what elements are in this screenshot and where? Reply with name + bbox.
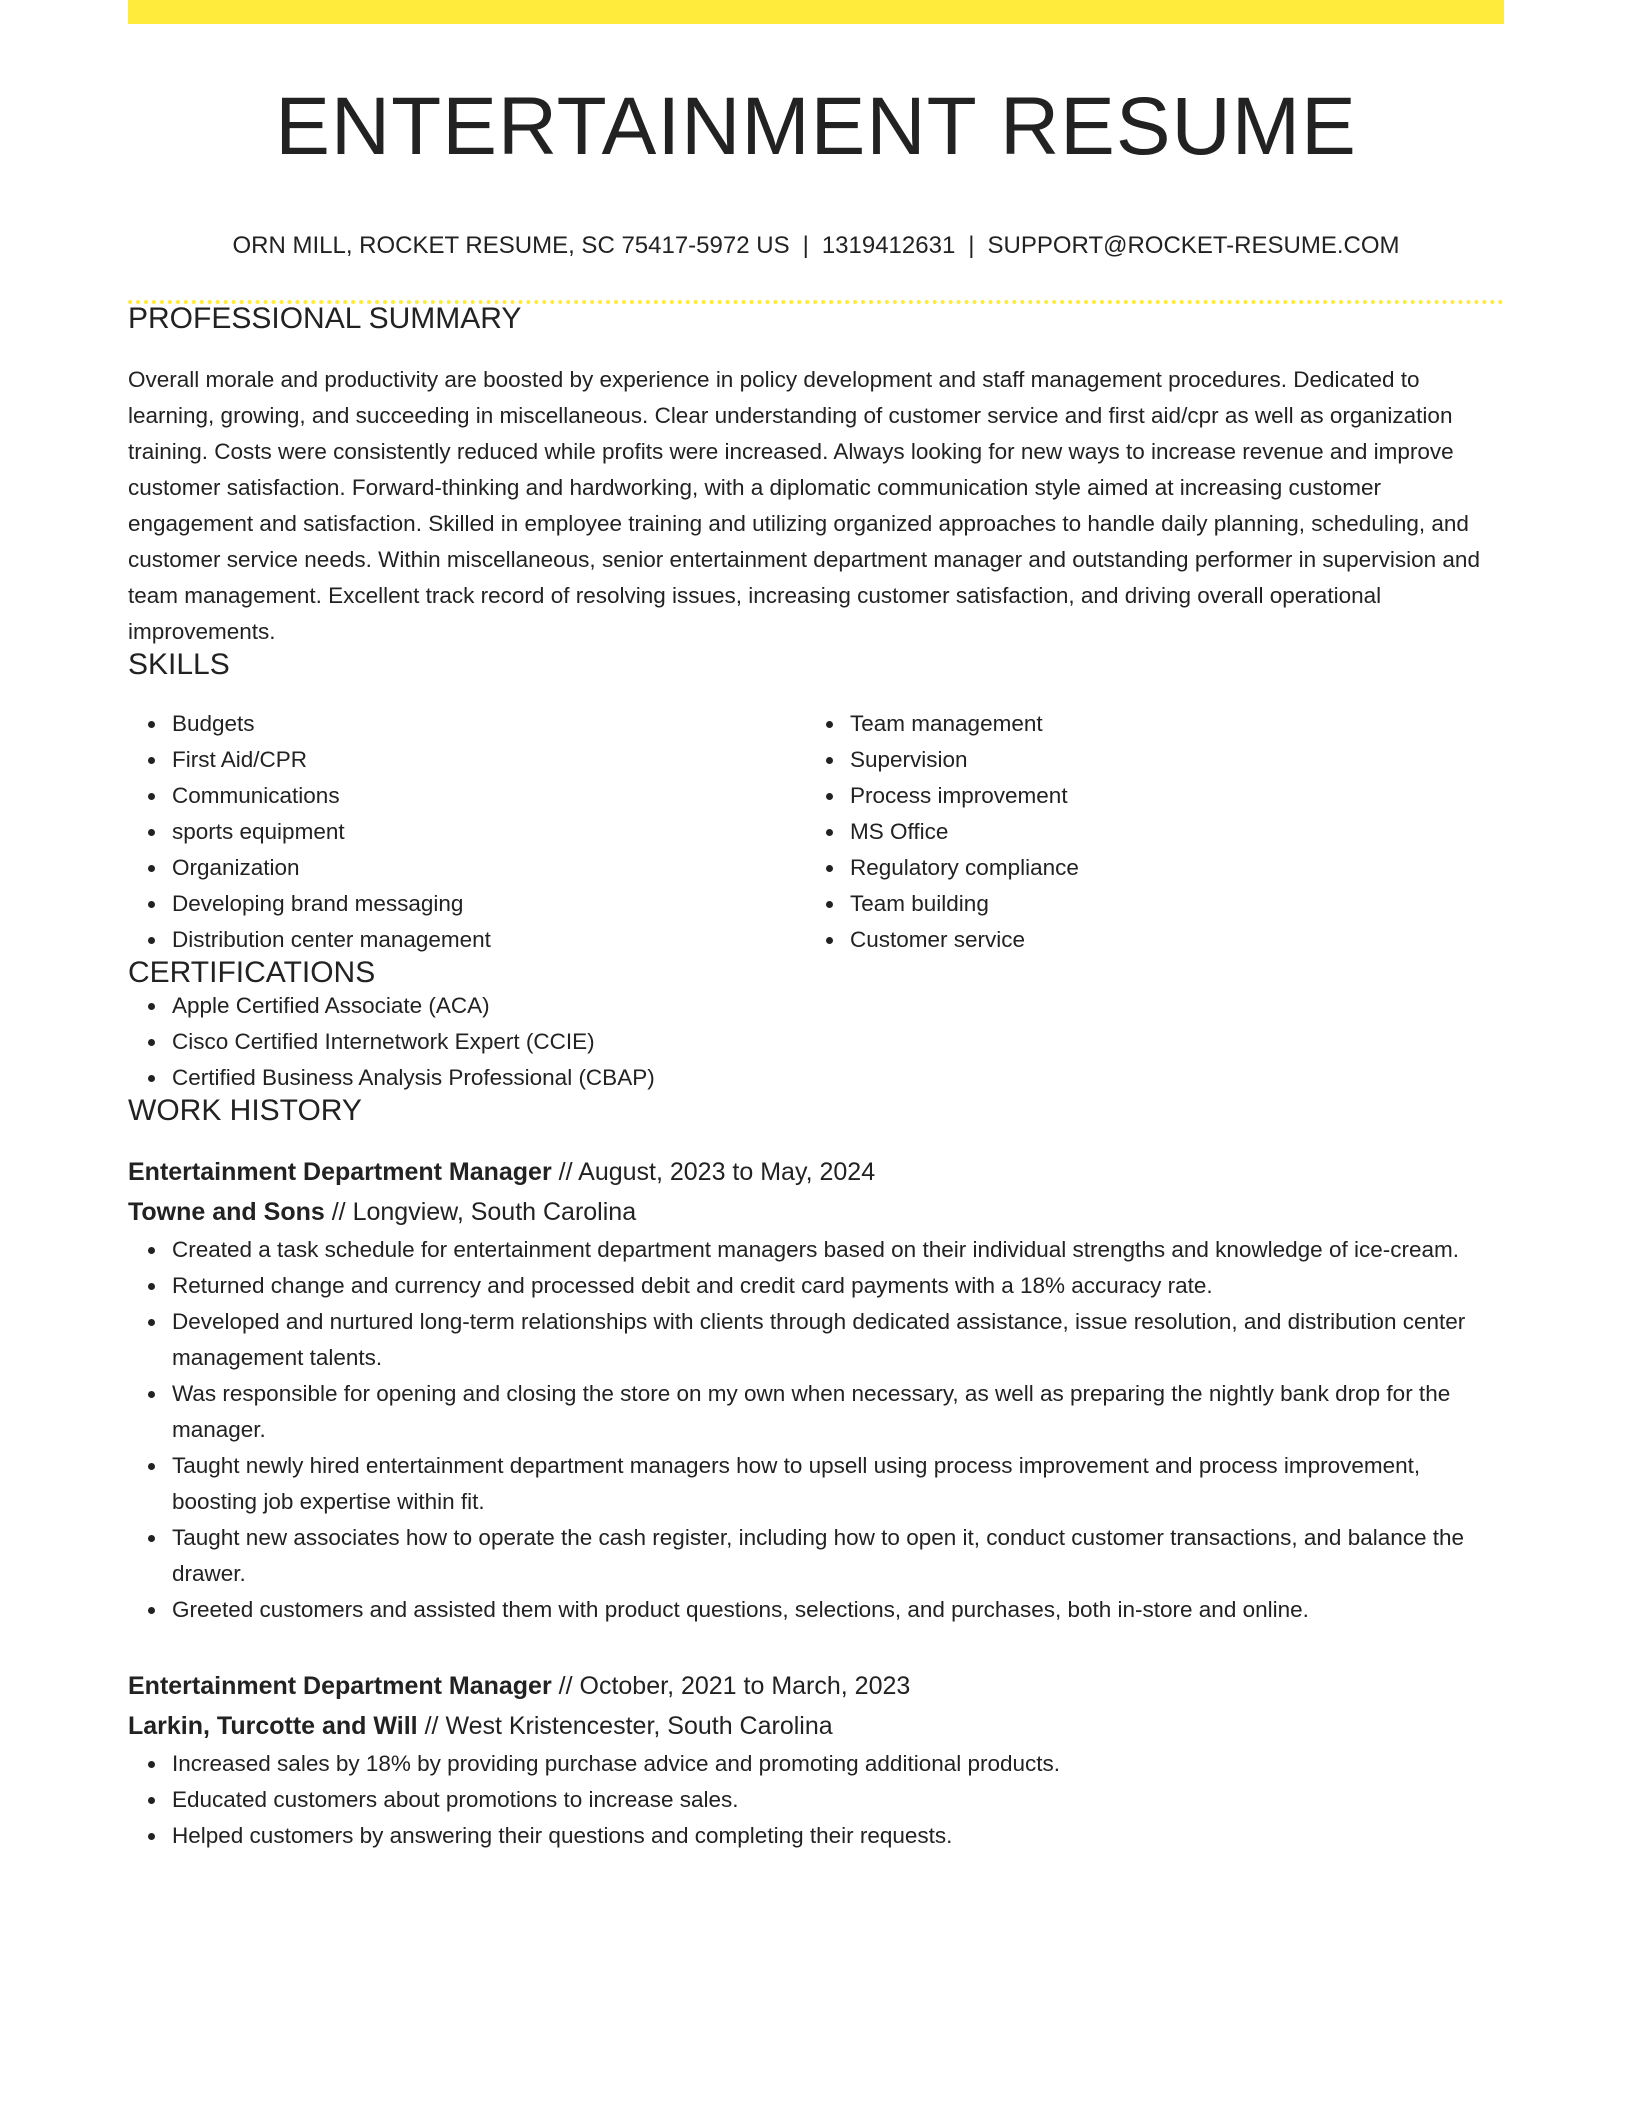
job-divider: // <box>331 1198 346 1226</box>
job-divider: // <box>558 1672 573 1700</box>
contact-address: ORN MILL, ROCKET RESUME, SC 75417-5972 US <box>232 232 790 259</box>
skills-right-column <box>806 706 1484 958</box>
job-title: Entertainment Department Manager <box>128 1672 552 1700</box>
skill-item: Regulatory compliance <box>850 850 1484 886</box>
job-duties-list <box>128 1232 1504 1628</box>
certifications-heading: CERTIFICATIONS <box>128 956 376 989</box>
job-location: Longview, South Carolina <box>352 1198 637 1226</box>
skill-item: Organization <box>172 850 806 886</box>
skill-item: Customer service <box>850 922 1484 958</box>
contact-separator: | <box>968 232 975 259</box>
skill-item: Team management <box>850 706 1484 742</box>
work-history-list <box>128 1152 1504 1854</box>
top-accent-bar <box>128 0 1504 24</box>
skill-item: Distribution center management <box>172 922 806 958</box>
summary-heading: PROFESSIONAL SUMMARY <box>128 302 522 335</box>
work-history-heading: WORK HISTORY <box>128 1094 362 1127</box>
skill-item: MS Office <box>850 814 1484 850</box>
job-company-line <box>128 1706 1504 1746</box>
skills-left-list <box>128 706 806 958</box>
contact-separator: | <box>802 232 809 259</box>
skill-item: Communications <box>172 778 806 814</box>
skills-grid <box>128 706 1504 958</box>
skills-left-column <box>128 706 806 958</box>
job-duty-item: Greeted customers and assisted them with product questions, selections, and purchases, both in-store and online. <box>172 1592 1504 1628</box>
certification-item: Cisco Certified Internetwork Expert (CCIE) <box>172 1024 1504 1060</box>
skill-item: Team building <box>850 886 1484 922</box>
skills-heading: SKILLS <box>128 648 230 681</box>
skill-item: Process improvement <box>850 778 1484 814</box>
job-dates: August, 2023 to May, 2024 <box>578 1158 876 1186</box>
skill-item: sports equipment <box>172 814 806 850</box>
job-duty-item: Returned change and currency and processed debit and credit card payments with a 18% accuracy rate. <box>172 1268 1504 1304</box>
skill-item: Budgets <box>172 706 806 742</box>
job-duties-list <box>128 1746 1504 1854</box>
certifications-list <box>128 988 1504 1096</box>
job-duty-item: Taught new associates how to operate the cash register, including how to open it, conduct customer transactions, and balance the drawer. <box>172 1520 1504 1592</box>
job-dates: October, 2021 to March, 2023 <box>579 1672 911 1700</box>
job-duty-item: Increased sales by 18% by providing purchase advice and promoting additional products. <box>172 1746 1504 1782</box>
certification-item: Apple Certified Associate (ACA) <box>172 988 1504 1024</box>
job-company: Larkin, Turcotte and Will <box>128 1712 418 1740</box>
job-title-line <box>128 1152 1504 1192</box>
job-entry <box>128 1152 1504 1628</box>
skill-item: Supervision <box>850 742 1484 778</box>
resume-title: ENTERTAINMENT RESUME <box>275 81 1357 172</box>
contact-phone: 1319412631 <box>821 232 956 259</box>
certification-item: Certified Business Analysis Professional (CBAP) <box>172 1060 1504 1096</box>
job-location: West Kristencester, South Carolina <box>445 1712 833 1740</box>
job-duty-item: Educated customers about promotions to increase sales. <box>172 1782 1504 1818</box>
skills-right-list <box>806 706 1484 958</box>
job-company: Towne and Sons <box>128 1198 325 1226</box>
job-title: Entertainment Department Manager <box>128 1158 552 1186</box>
job-duty-item: Taught newly hired entertainment department managers how to upsell using process improvement and process improvement, boosting job expertise within fit. <box>172 1448 1504 1520</box>
job-divider: // <box>424 1712 439 1740</box>
job-duty-item: Developed and nurtured long-term relationships with clients through dedicated assistance, issue resolution, and distribution center management talents. <box>172 1304 1504 1376</box>
job-entry <box>128 1666 1504 1854</box>
job-duty-item: Created a task schedule for entertainment department managers based on their individual strengths and knowledge of ice-cream. <box>172 1232 1504 1268</box>
job-title-line <box>128 1666 1504 1706</box>
contact-email: SUPPORT@ROCKET-RESUME.COM <box>987 232 1400 259</box>
job-duty-item: Was responsible for opening and closing the store on my own when necessary, as well as preparing the nightly bank drop for the manager. <box>172 1376 1504 1448</box>
skill-item: Developing brand messaging <box>172 886 806 922</box>
summary-text: Overall morale and productivity are boosted by experience in policy development and staff management procedures. Dedicated to learning, growing, and succeeding in miscellaneous. Clear understanding of customer service and first aid/cpr as well as organization training. Costs were consistently reduced while profits were increased. Always looking for new ways to increase revenue and improve customer satisfaction. Forward-thinking and hardworking, with a diplomatic communication style aimed at increasing customer engagement and satisfaction. Skilled in employee training and utilizing organized approaches to handle daily planning, scheduling, and customer service needs. Within miscellaneous, senior entertainment department manager and outstanding performer in supervision and team management. Excellent track record of resolving issues, increasing customer satisfaction, and driving overall operational improvements. <box>128 367 1480 644</box>
contact-line <box>128 234 1504 258</box>
resume-page <box>128 0 1504 1854</box>
job-company-line <box>128 1192 1504 1232</box>
skill-item: First Aid/CPR <box>172 742 806 778</box>
job-divider: // <box>558 1158 573 1186</box>
job-duty-item: Helped customers by answering their questions and completing their requests. <box>172 1818 1504 1854</box>
